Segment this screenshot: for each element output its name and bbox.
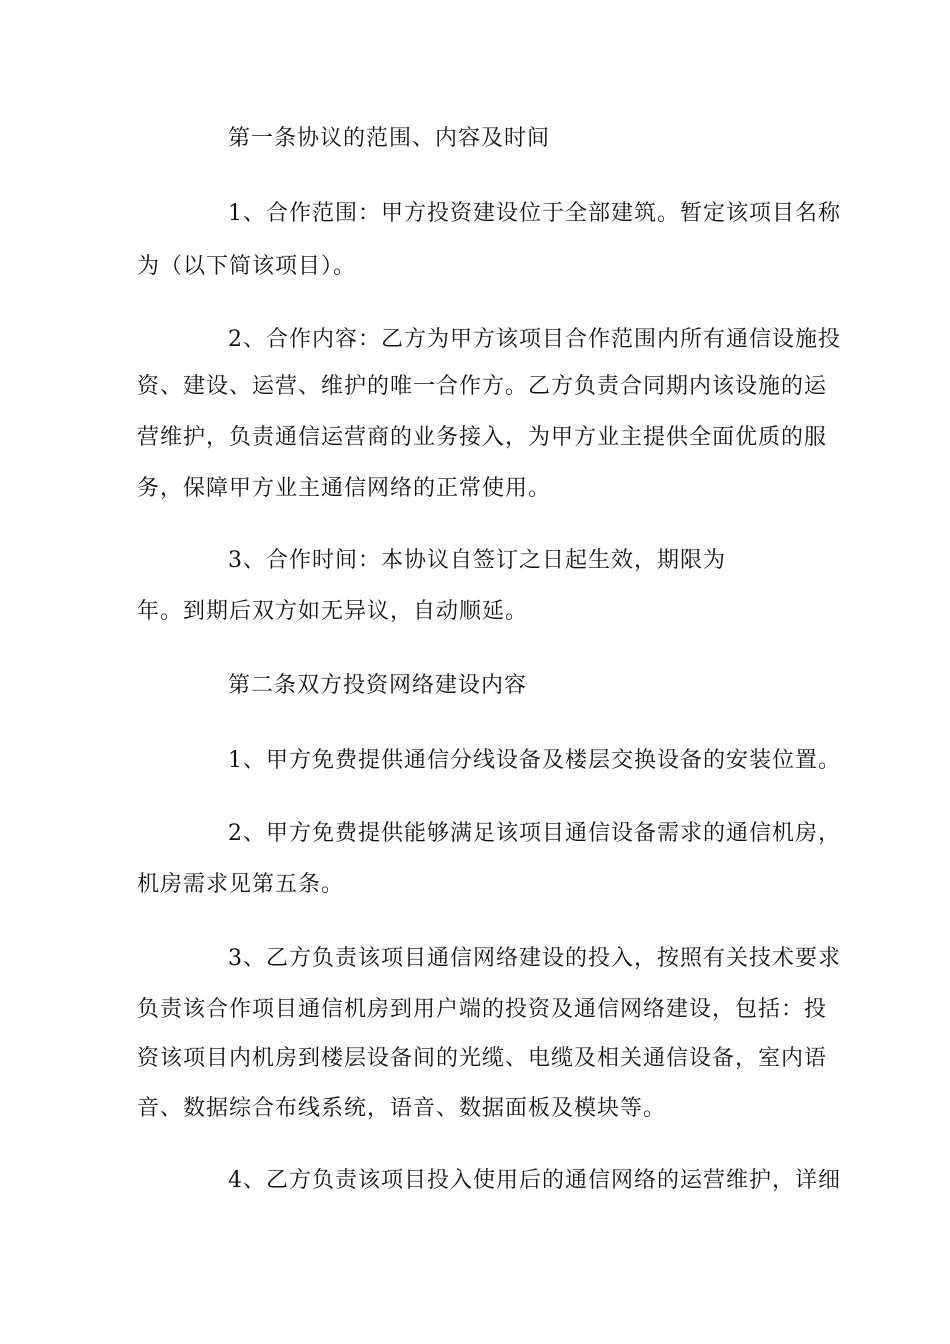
paragraph-line: 资、建设、运营、维护的唯一合作方。乙方负责合同期内该设施的运 <box>137 374 828 399</box>
paragraph-line: 音、数据综合布线系统，语音、数据面板及模块等。 <box>137 1096 667 1121</box>
paragraph-line: 3、乙方负责该项目通信网络建设的投入，按照有关技术要求 <box>228 946 841 971</box>
paragraph-line: 2、合作内容：乙方为甲方该项目合作范围内所有通信设施投 <box>228 327 841 352</box>
paragraph-line: 务，保障甲方业主通信网络的正常使用。 <box>137 476 552 501</box>
paragraph-line: 2、甲方免费提供能够满足该项目通信设备需求的通信机房， <box>228 821 841 846</box>
paragraph-line: 3、合作时间：本协议自签订之日起生效，期限为 <box>228 548 726 573</box>
paragraph-line: 1、合作范围：甲方投资建设位于全部建筑。暂定该项目名称 <box>228 201 841 226</box>
paragraph-line: 1、甲方免费提供通信分线设备及楼层交换设备的安装位置。 <box>228 748 841 773</box>
paragraph-line: 资该项目内机房到楼层设备间的光缆、电缆及相关通信设备，室内语 <box>137 1046 828 1071</box>
paragraph-line: 负责该合作项目通信机房到用户端的投资及通信网络建设，包括：投 <box>137 997 828 1022</box>
paragraph-line: 年。到期后双方如无异议，自动顺延。 <box>137 599 529 624</box>
section-heading-2: 第二条双方投资网络建设内容 <box>228 673 528 698</box>
paragraph-line: 营维护，负责通信运营商的业务接入，为甲方业主提供全面优质的服 <box>137 425 828 450</box>
paragraph-line: 4、乙方负责该项目投入使用后的通信网络的运营维护，详细 <box>228 1168 841 1193</box>
paragraph-line: 机房需求见第五条。 <box>137 872 345 897</box>
section-heading-1: 第一条协议的范围、内容及时间 <box>228 126 551 151</box>
paragraph-line: 为（以下简该项目）。 <box>137 254 357 279</box>
